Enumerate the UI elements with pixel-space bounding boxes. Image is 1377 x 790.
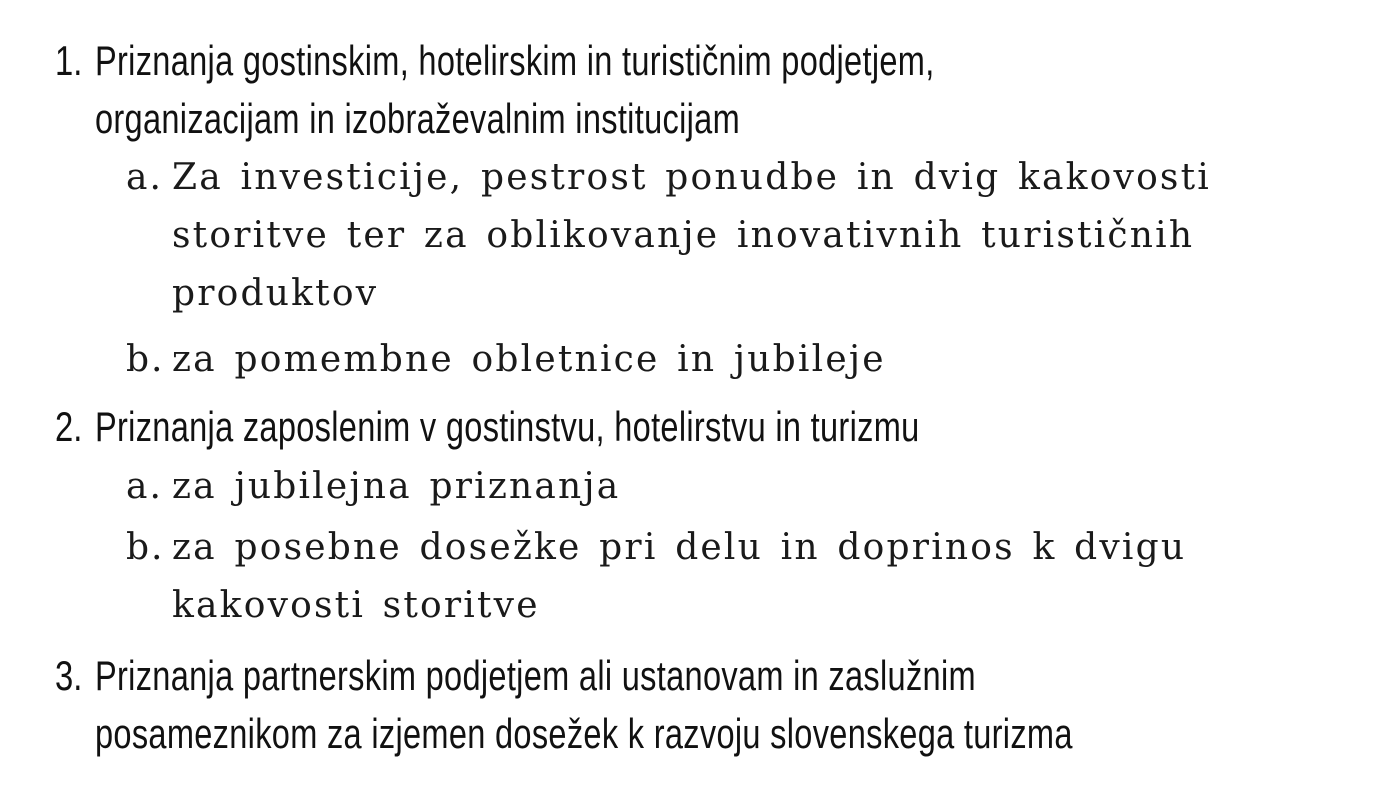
list-item-number: 3. xyxy=(55,652,83,699)
sub-item-letter: b. xyxy=(126,527,165,568)
sub-item-letter: a. xyxy=(126,157,163,198)
list-item-title: Priznanja gostinskim, hotelirskim in turističnim podjetjem, organizacijam in izobraževalnim institucijam xyxy=(95,37,935,142)
list-item-number: 1. xyxy=(55,37,83,84)
list-item-1 xyxy=(55,32,1355,148)
sub-item-text: Za investicije, pestrost ponudbe in dvig kakovosti storitve ter za oblikovanje inovativnih turističnih produktov xyxy=(172,157,1211,314)
sub-item-letter: b. xyxy=(126,339,165,380)
sub-item-text: za posebne dosežke pri delu in doprinos k dvigu kakovosti storitve xyxy=(172,527,1187,626)
list-item-3 xyxy=(55,647,1355,763)
sub-item-1a xyxy=(126,149,1326,323)
list-item-title: Priznanja zaposlenim v gostinstvu, hotelirstvu in turizmu xyxy=(95,403,920,450)
sub-item-2b xyxy=(126,519,1326,635)
sub-item-text: za jubilejna priznanja xyxy=(172,466,621,507)
sub-item-1b xyxy=(126,331,1326,389)
sub-item-text: za pomembne obletnice in jubileje xyxy=(172,339,886,380)
sub-item-letter: a. xyxy=(126,466,163,507)
sub-item-2a xyxy=(126,458,1326,516)
list-item-number: 2. xyxy=(55,403,83,450)
list-item-title: Priznanja partnerskim podjetjem ali ustanovam in zaslužnim posameznikom za izjemen dosežek k razvoju slovenskega turizma xyxy=(95,652,1073,757)
list-item-2 xyxy=(55,398,1355,456)
